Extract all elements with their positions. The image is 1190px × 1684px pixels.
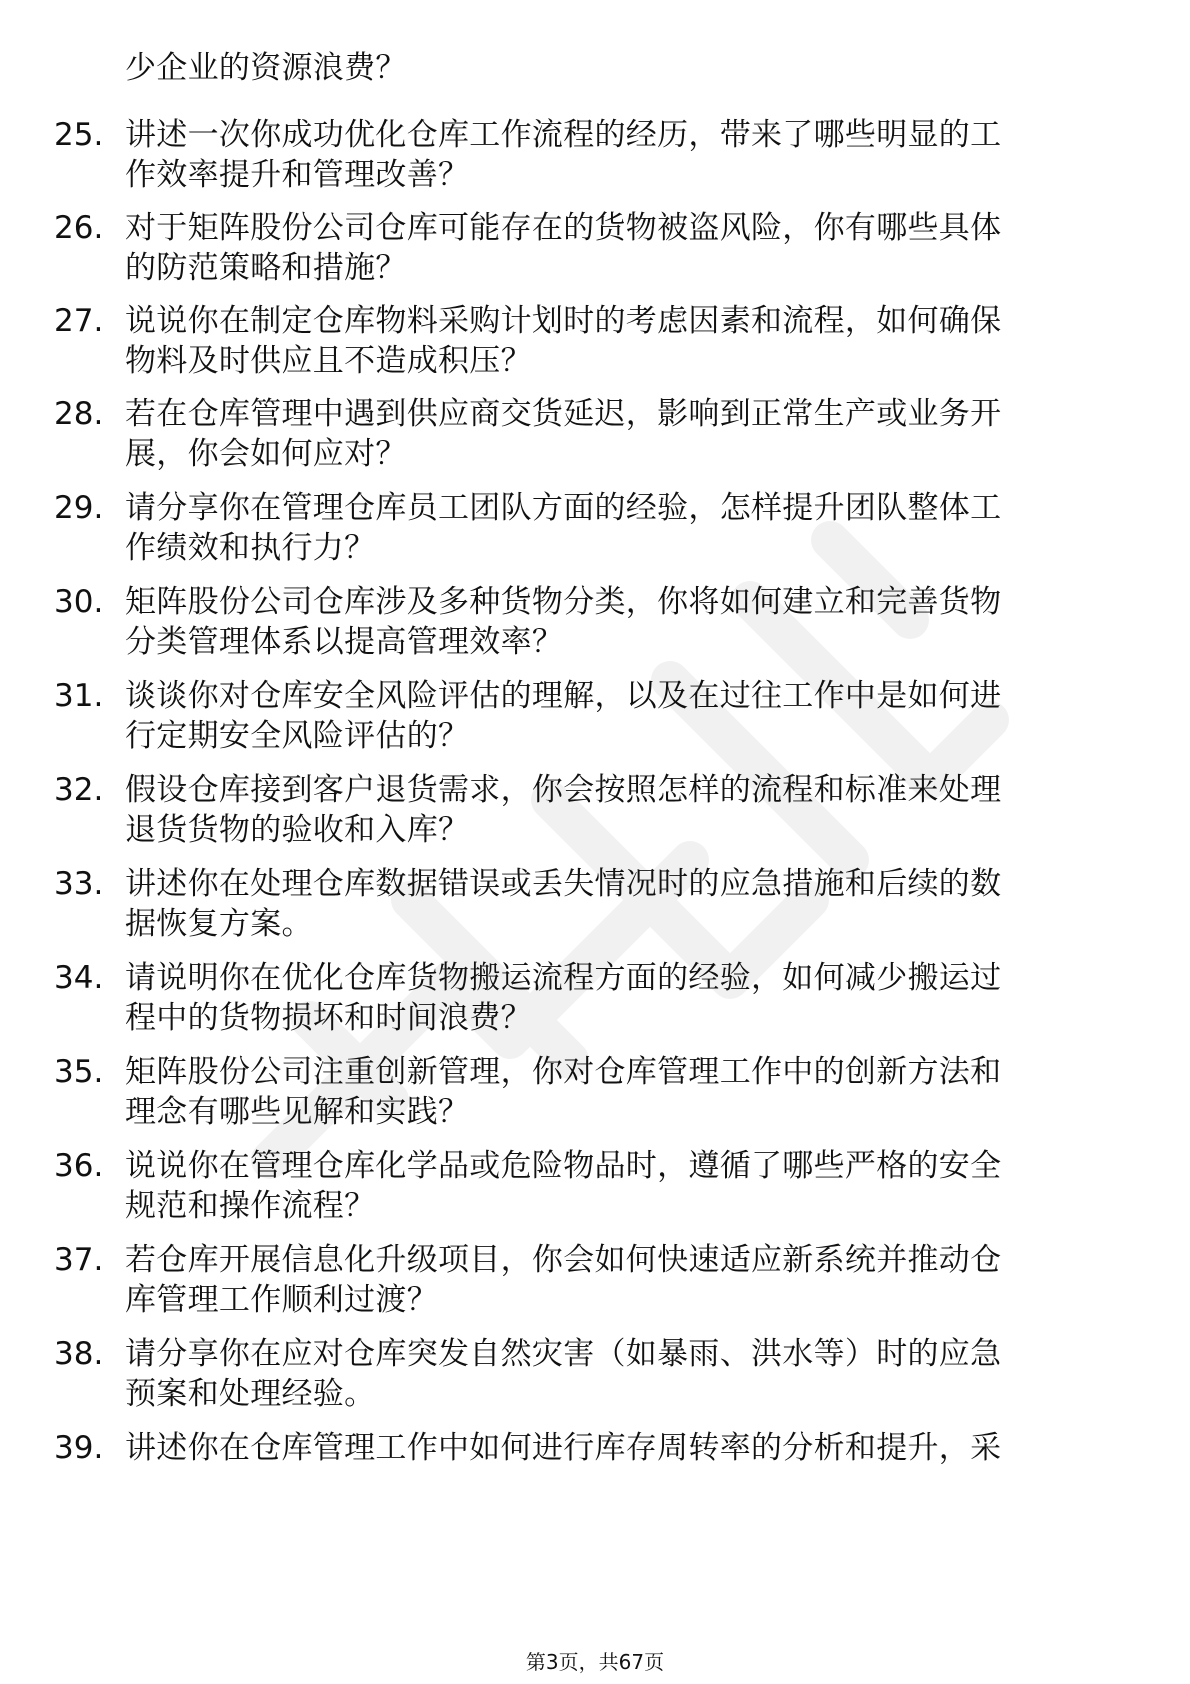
question-text-line-2: 分类管理体系以提高管理效率？: [125, 624, 564, 660]
question-text-line-2: 程中的货物损坏和时间浪费？: [125, 1000, 532, 1036]
question-number: 27.: [54, 303, 104, 339]
question-number: 36.: [54, 1148, 104, 1184]
question-text-line-1: 说说你在管理仓库化学品或危险物品时，遵循了哪些严格的安全: [125, 1148, 1002, 1184]
question-text-line-2: 理念有哪些见解和实践？: [125, 1094, 470, 1130]
question-text-line-2: 规范和操作流程？: [125, 1188, 376, 1224]
question-text-line-1: 若仓库开展信息化升级项目，你会如何快速适应新系统并推动仓: [125, 1242, 1002, 1278]
question-number: 35.: [54, 1054, 104, 1090]
question-text-line-2: 行定期安全风险评估的？: [125, 718, 470, 754]
question-number: 37.: [54, 1242, 104, 1278]
question-text-line-1: 讲述你在处理仓库数据错误或丢失情况时的应急措施和后续的数: [125, 866, 1002, 902]
question-text-line-2: 预案和处理经验。: [125, 1376, 376, 1412]
question-number: 33.: [54, 866, 104, 902]
question-text-line-2: 展，你会如何应对？: [125, 436, 407, 472]
question-text-line-2: 的防范策略和措施？: [125, 250, 407, 286]
question-number: 32.: [54, 772, 104, 808]
question-text-line-1: 对于矩阵股份公司仓库可能存在的货物被盗风险，你有哪些具体: [125, 210, 1002, 246]
question-number: 28.: [54, 396, 104, 432]
question-text-line-2: 作绩效和执行力？: [125, 530, 376, 566]
question-number: 39.: [54, 1430, 104, 1466]
question-text-line-1: 矩阵股份公司注重创新管理，你对仓库管理工作中的创新方法和: [125, 1054, 1002, 1090]
question-number: 29.: [54, 490, 104, 526]
question-text-line-1: 矩阵股份公司仓库涉及多种货物分类，你将如何建立和完善货物: [125, 584, 1002, 620]
question-number: 38.: [54, 1336, 104, 1372]
question-text-line-2: 库管理工作顺利过渡？: [125, 1282, 438, 1318]
question-text-line-1: 说说你在制定仓库物料采购计划时的考虑因素和流程，如何确保: [125, 303, 1002, 339]
question-number: 26.: [54, 210, 104, 246]
question-text-line-2: 作效率提升和管理改善？: [125, 157, 470, 193]
question-number: 30.: [54, 584, 104, 620]
question-text-line-1: 若在仓库管理中遇到供应商交货延迟，影响到正常生产或业务开: [125, 396, 1002, 432]
page-number-label: 第3页，共67页: [525, 1650, 665, 1674]
question-number: 25.: [54, 117, 104, 153]
question-text-line-1: 假设仓库接到客户退货需求，你会按照怎样的流程和标准来处理: [125, 772, 1002, 808]
question-text-line-1: 请说明你在优化仓库货物搬运流程方面的经验，如何减少搬运过: [125, 960, 1002, 996]
question-number: 34.: [54, 960, 104, 996]
question-text-line-2: 退货货物的验收和入库？: [125, 812, 470, 848]
intro-continuation-line: 少企业的资源浪费？: [125, 50, 407, 86]
question-number: 31.: [54, 678, 104, 714]
question-text-line-1: 讲述你在仓库管理工作中如何进行库存周转率的分析和提升，采: [125, 1430, 1002, 1466]
question-text-line-2: 据恢复方案。: [125, 906, 313, 942]
question-text-line-2: 物料及时供应且不造成积压？: [125, 343, 532, 379]
question-text-line-1: 谈谈你对仓库安全风险评估的理解，以及在过往工作中是如何进: [125, 678, 1002, 714]
question-text-line-1: 讲述一次你成功优化仓库工作流程的经历，带来了哪些明显的工: [125, 117, 1002, 153]
question-text-line-1: 请分享你在应对仓库突发自然灾害（如暴雨、洪水等）时的应急: [125, 1336, 1002, 1372]
question-text-line-1: 请分享你在管理仓库员工团队方面的经验，怎样提升团队整体工: [125, 490, 1002, 526]
page-footer: [0, 1650, 1190, 1674]
